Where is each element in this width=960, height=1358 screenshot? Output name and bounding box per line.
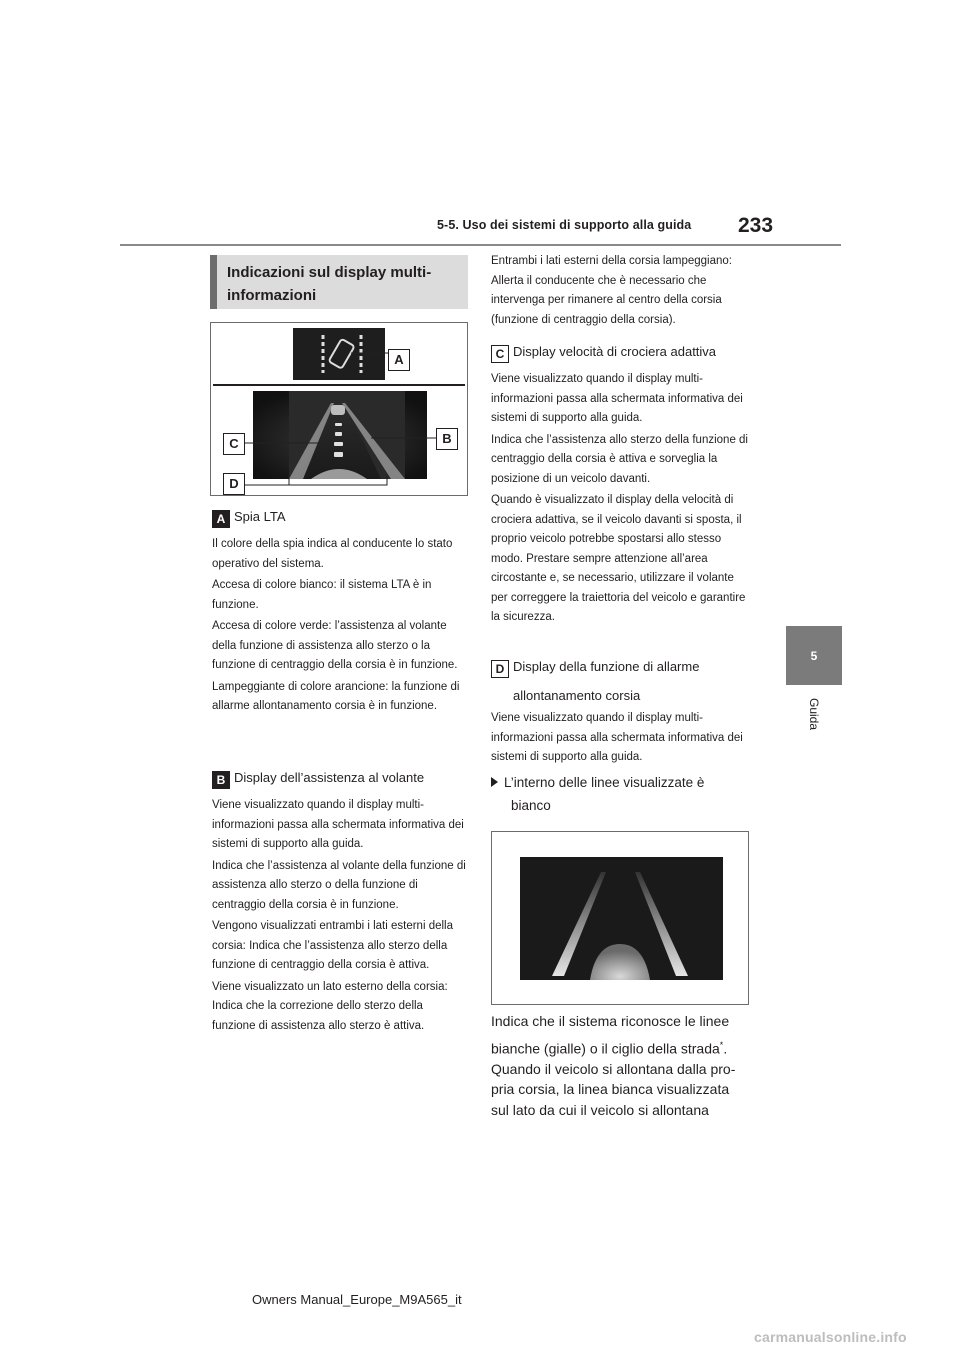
- mid-display-figure: [210, 322, 468, 496]
- badge-b: B: [212, 771, 230, 789]
- section-heading: Indicazioni sul display multi-informazioni: [210, 255, 468, 309]
- callout-a: A: [388, 349, 410, 371]
- badge-a: A: [212, 510, 230, 528]
- item-b-body-continued: Entrambi i lati esterni della corsia lampeggiano: Allerta il conducente che è necessario che intervenga per rimanere al centro della corsia (funzione di centraggio della corsia).: [491, 255, 732, 326]
- lta-indicator-panel: [293, 328, 385, 380]
- callout-d: D: [223, 473, 245, 495]
- item-b-title: B Display dell’assistenza al volante: [212, 769, 468, 789]
- badge-d: D: [491, 660, 509, 678]
- callout-c: C: [223, 433, 245, 455]
- page-number: 233: [738, 214, 774, 237]
- footnote-star: *: [719, 1039, 724, 1050]
- callout-b: B: [436, 428, 458, 450]
- vehicle-ahead-icon: [331, 405, 345, 415]
- item-c-body: Viene visualizzato quando il display multi-informazioni passa alla schermata informativa dei sistemi di supporto alla guida. Indica che l’assistenza allo sterzo della funzione di centraggio della corsia è attiva e sorveglia la posizione di un veicolo davanti. Quando è visualizzato il display della velocità di crociera adattiva, se il veicolo davanti si sposta, il proprio veicolo potrebbe spostarsi allo stesso modo. Prestare sempre attenzione all’area circostante e, se necessario, utilizzare il volante per correggere la traiettoria del veicolo e garantire la sicurezza.: [491, 373, 748, 623]
- lane-lines-illustration: [492, 832, 748, 1004]
- watermark[interactable]: carmanualsonline.info: [754, 1329, 907, 1345]
- item-d-title: D Display della funzione di allarme allontanamento corsia: [491, 658, 749, 705]
- chapter-tab-label: Guida: [807, 697, 821, 731]
- chapter-tab[interactable]: 5: [786, 626, 842, 685]
- subsection-heading: L’interno delle linee visualizzate è bianco: [491, 773, 749, 816]
- badge-c: C: [491, 345, 509, 363]
- running-header-title: 5-5. Uso dei sistemi di supporto alla guida: [437, 218, 692, 232]
- item-a-body: Il colore della spia indica al conducente lo stato operativo del sistema. Accesa di colore bianco: il sistema LTA è in funzione. Accesa di colore verde: l’assistenza al volante della funzione di assistenza allo sterzo o la funzione di centraggio della corsia è in funzione. Lampeggiante di colore arancione: la funzione di allarme allontanamento corsia è in funzione.: [212, 538, 460, 712]
- item-b-body: Viene visualizzato quando il display multi-informazioni passa alla schermata informativa dei sistemi di supporto alla guida. Indica che l’assistenza al volante della funzione di assistenza allo sterzo o della funzione di centraggio della corsia è in funzione. Vengono visualizzati entrambi i lati esterni della corsia: Indica che l’assistenza allo sterzo della funzione di centraggio della corsia è attiva. Viene visualizzato un lato esterno della corsia: Indica che la correzione dello sterzo della funzione di assistenza allo sterzo è attiva.: [212, 799, 466, 1032]
- triangle-bullet-icon: [491, 777, 498, 787]
- item-d-body: Viene visualizzato quando il display multi-informazioni passa alla schermata informativa dei sistemi di supporto alla guida.: [491, 712, 743, 763]
- item-a-title: A Spia LTA: [212, 508, 468, 528]
- final-text: Indica che il sistema riconosce le linee bianche (gialle) o il ciglio della strada*. Quando il veicolo si allontana dalla pro- pria corsia, la linea bianca visualizzata sul lato da cui il veicolo si allontana: [491, 1013, 736, 1118]
- lane-lines-figure: [491, 831, 749, 1005]
- header-rule: [120, 244, 841, 246]
- item-c-title: C Display velocità di crociera adattiva: [491, 343, 749, 363]
- mid-display-illustration: [211, 323, 467, 495]
- footer-manual-code: Owners Manual_Europe_M9A565_it: [252, 1292, 462, 1307]
